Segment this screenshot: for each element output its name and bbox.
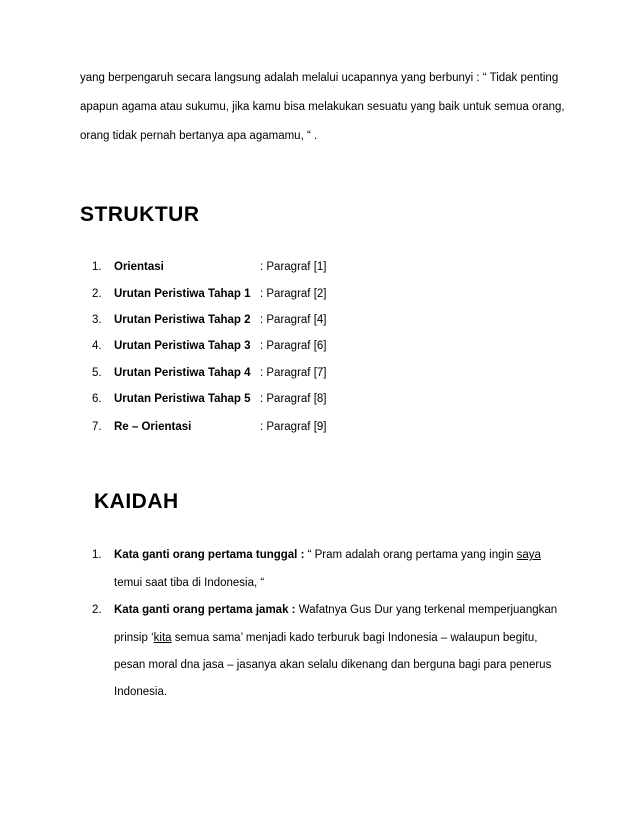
list-item bbox=[92, 366, 326, 380]
struktur-heading: STRUKTUR bbox=[80, 203, 200, 226]
rule-term: Kata ganti orang pertama jamak : bbox=[114, 604, 296, 616]
rule-number: 1. bbox=[92, 549, 102, 561]
intro-line-2: apapun agama atau sukumu, jika kamu bisa melakukan sesuatu yang baik untuk semua orang, bbox=[80, 101, 565, 113]
rule-line: pesan moral dna jasa – jasanya akan selalu dikenang dan berguna bagi para penerus bbox=[114, 659, 552, 671]
list-item-label: Urutan Peristiwa Tahap 2 bbox=[114, 314, 251, 326]
list-item-ref: : Paragraf [1] bbox=[260, 261, 327, 273]
intro-line-3: orang tidak pernah bertanya apa agamamu, “ . bbox=[80, 130, 318, 142]
list-item-label: Re – Orientasi bbox=[114, 421, 192, 433]
rule-line bbox=[114, 548, 541, 562]
list-item bbox=[92, 287, 326, 301]
intro-line-1: yang berpengaruh secara langsung adalah melalui ucapannya yang berbunyi : “ Tidak penting bbox=[80, 72, 559, 84]
list-item-number: 5. bbox=[92, 367, 102, 379]
list-item bbox=[92, 313, 326, 327]
rule-line: temui saat tiba di Indonesia, “ bbox=[114, 577, 265, 589]
list-item-label: Urutan Peristiwa Tahap 1 bbox=[114, 288, 251, 300]
rule-line bbox=[114, 603, 557, 617]
list-item-ref: : Paragraf [6] bbox=[260, 340, 327, 352]
list-item-ref: : Paragraf [8] bbox=[260, 393, 327, 405]
list-item-number: 6. bbox=[92, 393, 102, 405]
list-item-ref: : Paragraf [7] bbox=[260, 367, 327, 379]
rule-term: Kata ganti orang pertama tunggal : bbox=[114, 549, 305, 561]
list-item-label: Urutan Peristiwa Tahap 5 bbox=[114, 393, 251, 405]
list-item-number: 1. bbox=[92, 261, 102, 273]
list-item-number: 3. bbox=[92, 314, 102, 326]
list-item-label: Orientasi bbox=[114, 261, 164, 273]
list-item-number: 2. bbox=[92, 288, 102, 300]
underlined-word: kita bbox=[153, 632, 172, 644]
list-item-label: Urutan Peristiwa Tahap 3 bbox=[114, 340, 251, 352]
rule-text: semua sama’ menjadi kado terburuk bagi Indonesia – walaupun begitu, bbox=[171, 632, 538, 644]
kaidah-heading: KAIDAH bbox=[94, 490, 179, 513]
rule-line bbox=[114, 631, 537, 645]
list-item bbox=[92, 392, 326, 406]
list-item-ref: : Paragraf [2] bbox=[260, 288, 327, 300]
underlined-word: saya bbox=[516, 549, 541, 561]
list-item-label: Urutan Peristiwa Tahap 4 bbox=[114, 367, 251, 379]
list-item-ref: : Paragraf [4] bbox=[260, 314, 327, 326]
list-item bbox=[92, 420, 326, 434]
list-item bbox=[92, 260, 326, 274]
list-item-ref: : Paragraf [9] bbox=[260, 421, 327, 433]
list-item-number: 4. bbox=[92, 340, 102, 352]
rule-text: prinsip ‘ bbox=[114, 632, 154, 644]
list-item-number: 7. bbox=[92, 421, 102, 433]
rule-text: “ Pram adalah orang pertama yang ingin bbox=[304, 549, 517, 561]
rule-number: 2. bbox=[92, 604, 102, 616]
list-item bbox=[92, 339, 326, 353]
rule-line: Indonesia. bbox=[114, 686, 168, 698]
rule-text: Wafatnya Gus Dur yang terkenal memperjuangkan bbox=[295, 604, 558, 616]
